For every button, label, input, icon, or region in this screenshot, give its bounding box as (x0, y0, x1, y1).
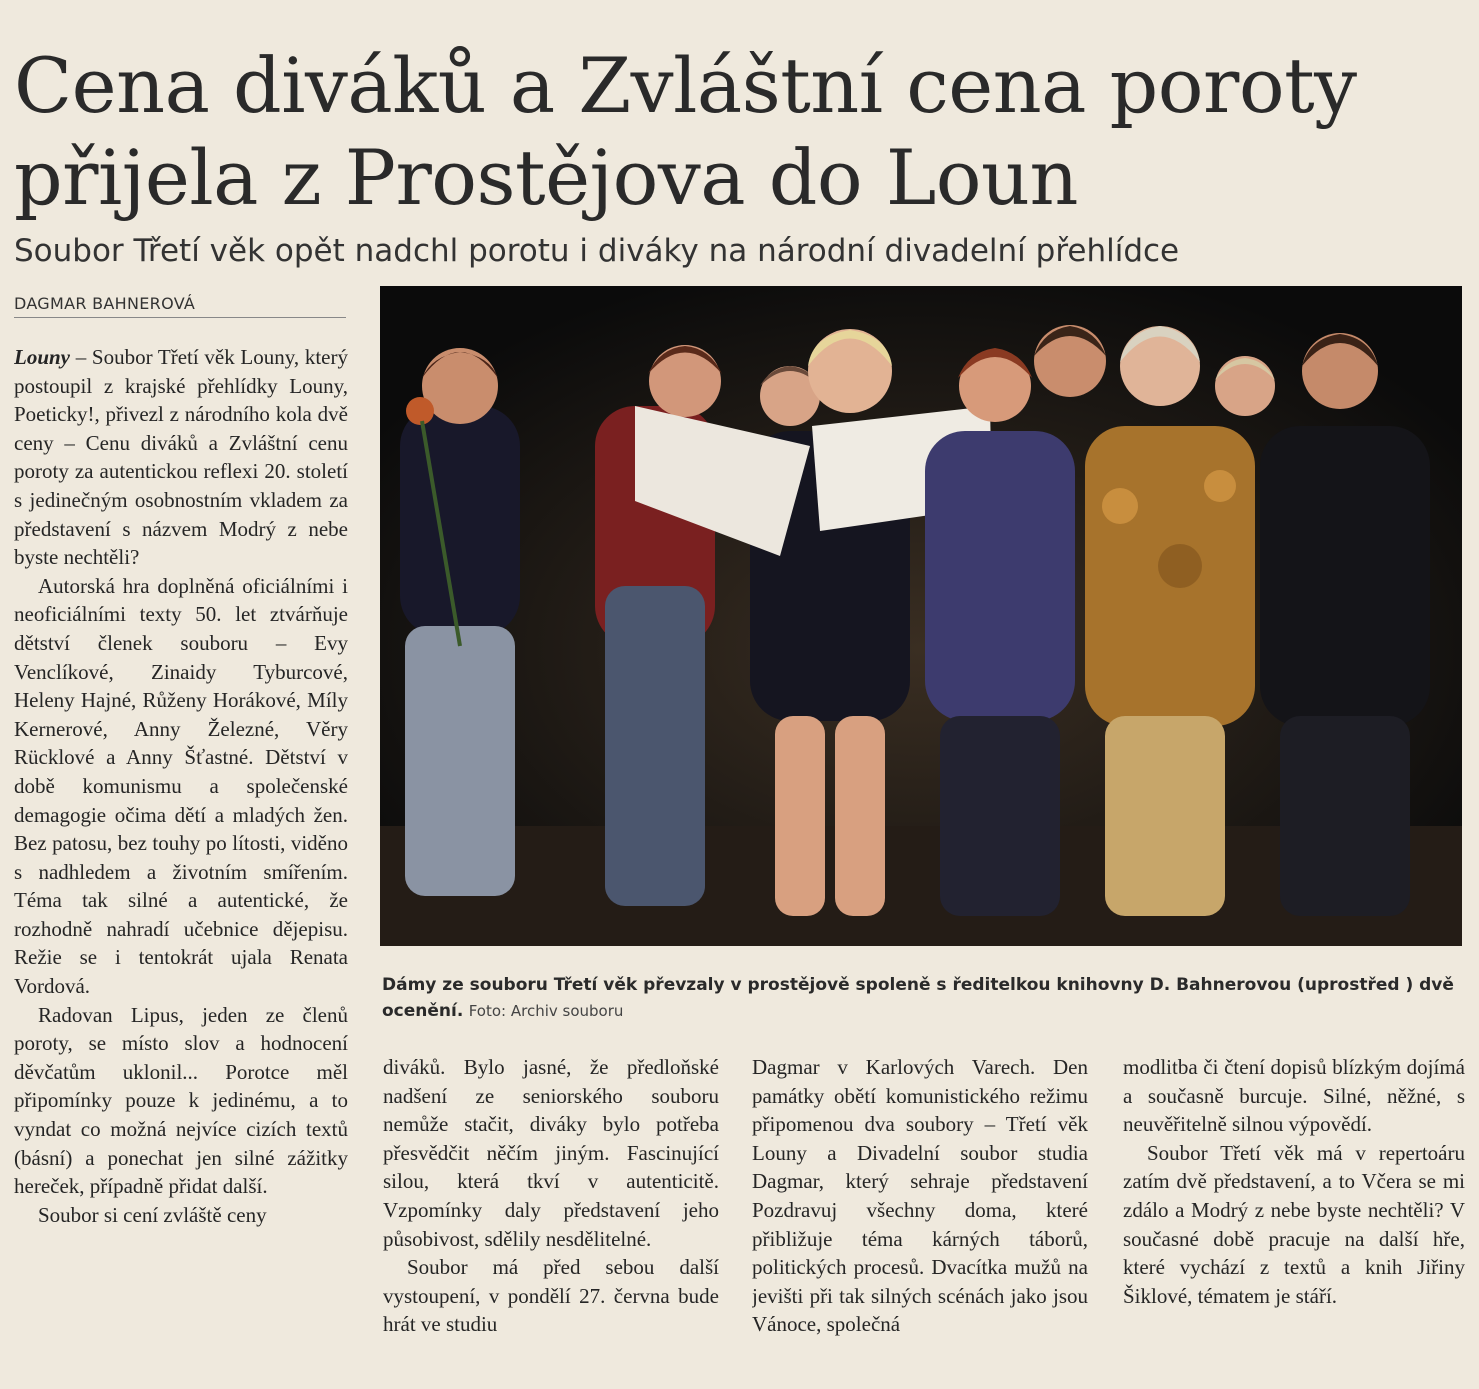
paragraph: Soubor má před sebou další vystoupení, v pondělí 27. června bude hrát ve studiu (383, 1255, 719, 1337)
dateline: Louny (14, 345, 71, 369)
headline-line-1: Cena diváků a Zvláštní cena poroty (14, 41, 1357, 130)
article-column-4 (1123, 1053, 1465, 1383)
byline: DAGMAR BAHNEROVÁ (14, 294, 346, 318)
caption-text: Dámy ze souboru Třetí věk převzaly v prostějově spoleně s ředitelkou knihovny D. Bahnerovou (uprostřed ) dvě ocenění. (382, 975, 1454, 1021)
headline-line-2: přijela z Prostějova do Loun (14, 133, 1078, 222)
article-column-3 (752, 1053, 1088, 1383)
photo-credit: Foto: Archiv souboru (468, 1002, 624, 1020)
women-holding-diplomas-image (380, 286, 1462, 946)
paragraph: Dagmar v Karlových Varech. Den památky obětí komunistického režimu připomenou dva soubory – Třetí věk Louny a Divadelní soubor studia Dagmar, který sehraje představení Pozdravuj všechny doma, které přibližuje téma kárných táborů, politických procesů. Dvacítka mužů na jevišti při tak silných scénách jako jsou Vánoce, společná (752, 1055, 1088, 1337)
photo-caption (382, 972, 1462, 1024)
paragraph: Soubor si cení zvláště ceny (38, 1202, 267, 1227)
paragraph: Soubor Třetí věk má v repertoáru zatím dvě představení, a to Včera se mi zdálo a Modrý z nebe byste nechtěli? V současné době pracuje na další hře, které vychází z textů a knih Jiřiny Šiklové, tématem je stáří. (1123, 1140, 1465, 1308)
paragraph: modlitba či čtení dopisů blízkým dojímá a současně burcuje. Silné, něžné, s neuvěřitelně silnou výpovědí. (1123, 1055, 1465, 1137)
paragraph: Radovan Lipus, jeden ze členů poroty, se místo slov a hodnocení děvčatům uklonil... Porotce měl připomínky pouze k jedinému, a to vyndat co možná nejvíce cizích textů (básní) a ponechat jen silné zážitky hereček, případně přidat další. (14, 1002, 348, 1199)
paragraph (14, 343, 348, 572)
article-column-2 (383, 1053, 719, 1383)
headline (14, 40, 1454, 224)
article-column-1 (14, 343, 348, 1383)
paragraph-text: – Soubor Třetí věk Louny, který postoupil z krajské přehlídky Louny, Poeticky!, přivezl z národního kola dvě ceny – Cenu diváků a Zvláštní cenu poroty za autentickou reflexi 20. století s jedinečným osobnostním vkladem za představení s názvem Modrý z nebe byste nechtěli? (14, 345, 348, 570)
subheadline: Soubor Třetí věk opět nadchl porotu i diváky na národní divadelní přehlídce (14, 233, 1180, 269)
paragraph: diváků. Bylo jasné, že předloňské nadšení ze seniorského souboru nemůže stačit, diváky bylo potřeba přesvědčit něčím jiným. Fascinující silou, která tkví v autenticitě. Vzpomínky daly představení jeho působivost, sdělily nesdělitelné. (383, 1055, 719, 1251)
article-photo (380, 286, 1462, 946)
paragraph: Autorská hra doplněná oficiálními i neoficiálními texty 50. let ztvárňuje dětství členek souboru – Evy Venclíkové, Zinaidy Tyburcové, Heleny Hajné, Růženy Horákové, Míly Kernerové, Anny Železné, Věry Rücklové a Anny Šťastné. Dětství v době komunismu a společenské demagogie očima dětí a mladých žen. Bez patosu, bez touhy po lítosti, viděno s nadhledem a životním smířením. Téma tak silné a autentické, že rozhodně nahradí učebnice dějepisu. Režie se i tentokrát ujala Renata Vordová. (14, 573, 348, 999)
